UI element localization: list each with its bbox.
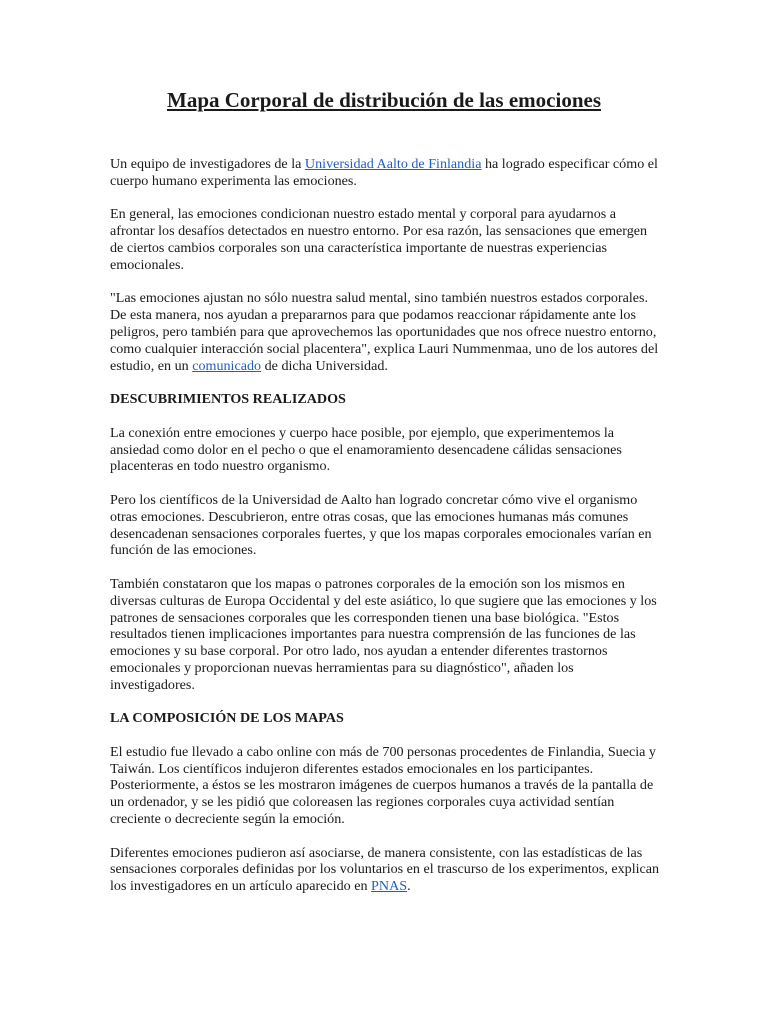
heading-descubrimientos: DESCUBRIMIENTOS REALIZADOS [110,391,346,408]
paragraph-quote [110,290,662,374]
paragraph-emotions-general: En general, las emociones condicionan nuestro estado mental y corporal para ayudarnos a afrontar los desafíos detectados en nuestro entorno. Por esa razón, las sensaciones que emergen de ciertos cambios corporales son una característica importante de nuestras experiencias emocionales. [110,206,648,273]
paragraph-cultures: También constataron que los mapas o patrones corporales de la emoción son los mismos en diversas culturas de Europa Occidental y del este asiático, lo que sugiere que las emociones y los patrones de sensaciones corporales que les corresponden tienen una base biológica. "Estos resultados tienen implicaciones importantes para nuestra comprensión de las funciones de las emociones y su base corporal. Por otro lado, nos ayudan a entender diferentes trastornos emocionales y proporcionan nuevas herramientas para su diagnóstico", añaden los investigadores. [110,575,657,693]
paragraph-quote-text-after: de dicha Universidad. [261,357,388,374]
comunicado-link[interactable]: comunicado [192,357,262,374]
paragraph-quote-text-before: "Las emociones ajustan no sólo nuestra salud mental, sino también nuestros estados corporales. De esta manera, nos ayudan a prepararnos para que podamos reaccionar rápidamente ante los peligros, pero también para que aprovechemos las oportunidades que nos ofrece nuestro entorno, como cualquier interacción social placentera", explica Lauri Nummenmaa, uno de los autores del estudio, en un [110,290,659,374]
paragraph-pnas [110,845,662,895]
paragraph-intro-text-before: Un equipo de investigadores de la [110,156,305,172]
paragraph-intro [110,156,662,190]
document-title: Mapa Corporal de distribución de las emociones [167,88,601,112]
pnas-link[interactable]: PNAS [371,878,408,895]
document-body [110,156,662,912]
heading-composicion: LA COMPOSICIÓN DE LOS MAPAS [110,710,344,727]
paragraph-aalto-findings: Pero los científicos de la Universidad de Aalto han logrado concretar cómo vive el organismo otras emociones. Descubrieron, entre otras cosas, que las emociones humanas más comunes desencadenan sensaciones corporales fuertes, y que los mapas corporales emocionales varían en función de las emociones. [110,491,652,559]
paragraph-study-method: El estudio fue llevado a cabo online con más de 700 personas procedentes de Finlandia, Suecia y Taiwán. Los científicos indujeron diferentes estados emocionales en los participantes. Posteriormente, a éstos se les mostraron imágenes de cuerpos humanos a través de la pantalla de un ordenador, y se les pidió que coloreasen las regiones corporales cuya actividad sentían creciente o decreciente según la emoción. [110,743,656,828]
universidad-aalto-link[interactable]: Universidad Aalto de Finlandia [304,156,482,172]
paragraph-pnas-text-before: Diferentes emociones pudieron así asociarse, de manera consistente, con las estadísticas de las sensaciones corporales definidas por los voluntarios en el trascurso de los experimentos, explican los investigadores en un artículo aparecido en [110,844,660,895]
paragraph-connection: La conexión entre emociones y cuerpo hace posible, por ejemplo, que experimentemos la ansiedad como dolor en el pecho o que el enamoramiento desencadene cálidas sensaciones placenteras en todo nuestro organismo. [110,424,622,475]
paragraph-pnas-text-after: . [407,878,411,895]
paragraph-intro-text-after: ha logrado especificar cómo el cuerpo humano experimenta las emociones. [110,156,658,189]
